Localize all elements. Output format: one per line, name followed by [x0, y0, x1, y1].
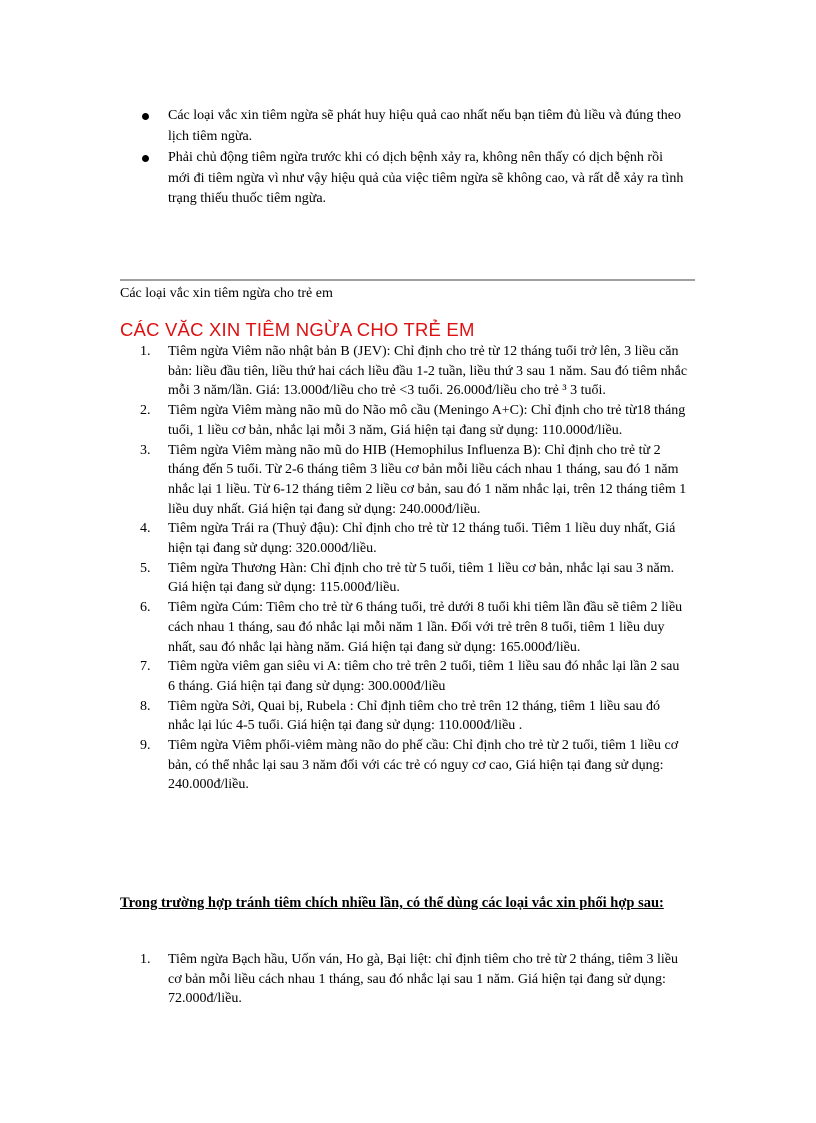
vaccine-text: Tiêm ngừa Viêm màng não mũ do Não mô cầu (Meningo A+C): Chỉ định cho trẻ từ18 tháng tuổi, 1 liều cơ bản, nhắc lại mỗi 3 năm, Giá hiện tại đang sử dụng: 110.000đ/liều.: [168, 403, 686, 438]
vaccine-text: Tiêm ngừa Viêm phổi-viêm màng não do phế cầu: Chỉ định cho trẻ từ 2 tuổi, tiêm 1 liều cơ bản, có thể nhắc lại sau 3 năm đối với các trẻ có nguy cơ cao, Giá hiện tại đang sử dụng: 240.000đ/liều.: [168, 738, 679, 793]
item-number: 1.: [140, 344, 151, 359]
vaccine-text: Tiêm ngừa Sởi, Quai bị, Rubela : Chỉ định tiêm cho trẻ trên 12 tháng, tiêm 1 liều sau đó nhắc lại lúc 4-5 tuổi. Giá hiện tại đang sử dụng: 110.000đ/liều .: [168, 698, 660, 734]
combination-vaccine-list: [140, 950, 688, 1009]
vaccine-item: [140, 598, 688, 657]
combination-item: [140, 950, 688, 1009]
item-number: 1.: [140, 952, 151, 967]
vaccine-text: Tiêm ngừa Viêm não nhật bản B (JEV): Chỉ định cho trẻ từ 12 tháng tuổi trở lên, 3 liều căn bản: liều đầu tiên, liều thứ hai cách liều đầu 1-2 tuần, liều thứ 3 sau 1 năm. Sau đó tiêm nhắc mỗi 3 năm/lần. Giá: 13.000đ/liều cho trẻ <3 tuổi. 26.000đ/liều cho trẻ ³ 3 tuổi.: [168, 344, 688, 399]
vaccine-text: Tiêm ngừa Thương Hàn: Chỉ định cho trẻ từ 5 tuổi, tiêm 1 liều cơ bản, nhắc lại sau 3 năm. Giá hiện tại đang sử dụng: 115.000đ/liều.: [168, 560, 675, 596]
bullet-dot-icon: [142, 155, 149, 162]
bullet-dot-icon: [142, 113, 149, 120]
item-number: 2.: [140, 403, 151, 419]
vaccine-item: [140, 401, 688, 440]
horizontal-divider: [120, 279, 695, 281]
intro-bullet-item: [140, 106, 685, 147]
item-number: 7.: [140, 659, 151, 675]
vaccine-item: [140, 342, 688, 401]
item-number: 6.: [140, 600, 151, 616]
vaccine-list: [140, 342, 688, 795]
vaccine-text: Tiêm ngừa Cúm: Tiêm cho trẻ từ 6 tháng tuổi, trẻ dưới 8 tuổi khi tiêm lần đầu sẽ tiêm 2 liều cách nhau 1 tháng, sau đó nhắc lại mỗi năm 1 lần. Đối với trẻ trên 8 tuổi, tiêm 1 liều duy nhất, sau đó nhắc lại hàng năm. Giá hiện tại đang sử dụng: 165.000đ/liều.: [168, 600, 683, 655]
page-heading: CÁC VĂC XIN TIÊM NGỪA CHO TRẺ EM: [120, 319, 475, 340]
item-number: 4.: [140, 521, 151, 537]
intro-bullet-text: Phải chủ động tiêm ngừa trước khi có dịch bệnh xảy ra, không nên thấy có dịch bệnh rồi mới đi tiêm ngừa vì như vậy hiệu quả của việc tiêm ngừa sẽ không cao, và rất dễ xảy ra tình trạng thiếu thuốc tiêm ngừa.: [168, 150, 684, 206]
item-number: 5.: [140, 560, 151, 576]
vaccine-item: [140, 559, 688, 598]
item-number: 9.: [140, 738, 151, 754]
item-number: 8.: [140, 698, 151, 714]
vaccine-item: [140, 519, 688, 558]
vaccine-text: Tiêm ngừa Trái ra (Thuỷ đậu): Chỉ định cho trẻ từ 12 tháng tuổi. Tiêm 1 liều duy nhất, Giá hiện tại đang sử dụng: 320.000đ/liều.: [168, 521, 676, 557]
combination-section-title: Trong trường hợp tránh tiêm chích nhiều lần, có thể dùng các loại vắc xin phối hợp sau:: [120, 895, 664, 911]
section-subtitle: Các loại vắc xin tiêm ngừa cho trẻ em: [120, 286, 333, 301]
intro-bullet-list: [140, 106, 685, 211]
intro-bullet-item: [140, 148, 685, 210]
vaccine-text: Tiêm ngừa viêm gan siêu vi A: tiêm cho trẻ trên 2 tuổi, tiêm 1 liều sau đó nhắc lại lần 2 sau 6 tháng. Giá hiện tại đang sử dụng: 300.000đ/liều: [168, 659, 680, 694]
intro-bullet-text: Các loại vắc xin tiêm ngừa sẽ phát huy hiệu quả cao nhất nếu bạn tiêm đủ liều và đúng theo lịch tiêm ngừa.: [168, 108, 681, 144]
vaccine-text: Tiêm ngừa Viêm màng não mũ do HIB (Hemophilus Influenza B): Chỉ định cho trẻ từ 2 tháng đến 5 tuổi. Từ 2-6 tháng tiêm 3 liều cơ bản mỗi liều cách nhau 1 tháng, sau đó 1 năm nhắc lại 1 liều. Từ 6-12 tháng tiêm 2 liều cơ bản, sau đó 1 năm nhắc lại, trên 12 tháng tiêm 1 liều duy nhất. Giá hiện tại đang sử dụng: 240.000đ/liều.: [168, 442, 687, 517]
vaccine-item: [140, 736, 688, 795]
vaccine-item: [140, 441, 688, 520]
combination-text: Tiêm ngừa Bạch hầu, Uốn ván, Ho gà, Bại liệt: chỉ định tiêm cho trẻ từ 2 tháng, tiêm 3 liều cơ bản mỗi liều cách nhau 1 tháng, sau đó nhắc lại sau 1 năm. Giá hiện tại đang sử dụng: 72.000đ/liều.: [168, 952, 679, 1007]
vaccine-item: [140, 697, 688, 736]
vaccine-item: [140, 657, 688, 696]
item-number: 3.: [140, 442, 151, 458]
